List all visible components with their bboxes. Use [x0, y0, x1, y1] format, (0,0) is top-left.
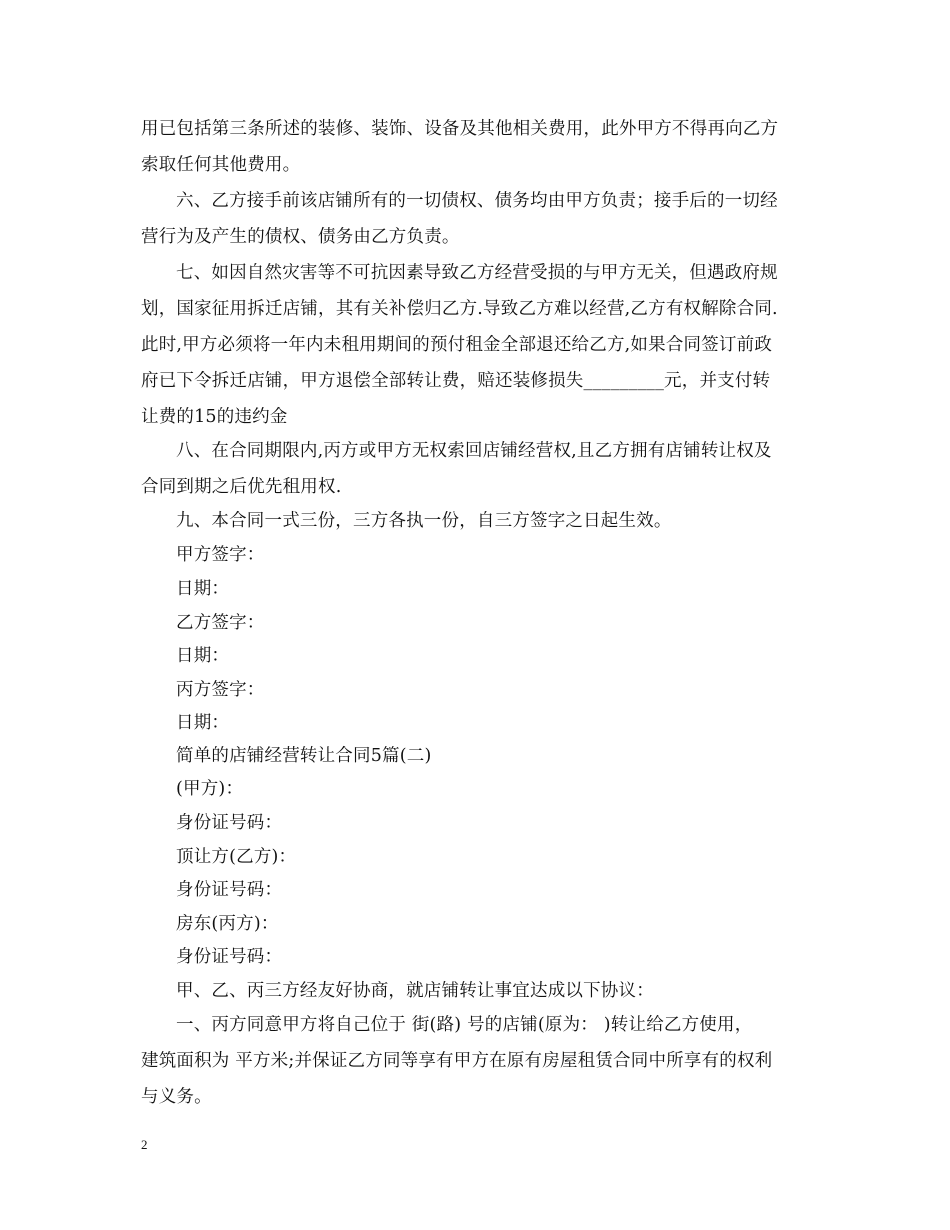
- section-title: 简单的店铺经营转让合同5篇(二): [176, 746, 432, 766]
- id-number-label: 身份证号码：: [176, 880, 283, 900]
- signature-label: 丙方签字：: [176, 680, 265, 700]
- text-line: 合同到期之后优先租用权.: [141, 477, 342, 497]
- text-line: 划，国家征用拆迁店铺，其有关补偿归乙方.导致乙方难以经营,乙方有权解除合同.: [141, 299, 778, 319]
- date-label: 日期：: [176, 579, 230, 599]
- date-label: 日期：: [176, 646, 230, 666]
- page-number: 2: [141, 1137, 148, 1152]
- id-number-label: 身份证号码：: [176, 947, 283, 967]
- text-line: 府已下令拆迁店铺，甲方退偿全部转让费，赔还装修损失_________元，并支付转: [141, 371, 771, 391]
- date-label: 日期：: [176, 713, 230, 733]
- text-line: 六、乙方接手前该店铺所有的一切债权、债务均由甲方负责；接手后的一切经: [176, 191, 778, 211]
- text-line: 九、本合同一式三份，三方各执一份，自三方签字之日起生效。: [176, 511, 672, 531]
- text-line: 甲、乙、丙三方经友好协商，就店铺转让事宜达成以下协议：: [176, 981, 654, 1001]
- text-line: 建筑面积为 平方米;并保证乙方同等享有甲方在原有房屋租赁合同中所享有的权利: [141, 1051, 773, 1071]
- party-label: 顶让方(乙方)：: [176, 847, 297, 867]
- text-line: 八、在合同期限内,丙方或甲方无权索回店铺经营权,且乙方拥有店铺转让权及: [176, 441, 772, 461]
- id-number-label: 身份证号码：: [176, 813, 283, 833]
- text-line: 索取任何其他费用。: [141, 155, 301, 175]
- party-label: (甲方)：: [176, 779, 244, 799]
- text-line: 让费的15的违约金: [141, 407, 288, 427]
- text-line: 营行为及产生的债权、债务由乙方负责。: [141, 227, 460, 247]
- signature-label: 乙方签字：: [176, 613, 265, 633]
- party-label: 房东(丙方)：: [176, 914, 279, 934]
- text-line: 与义务。: [141, 1087, 212, 1107]
- text-line: 此时,甲方必须将一年内未租用期间的预付租金全部退还给乙方,如果合同签订前政: [141, 335, 773, 355]
- signature-label: 甲方签字：: [176, 545, 265, 565]
- text-line: 七、如因自然灾害等不可抗因素导致乙方经营受损的与甲方无关，但遇政府规: [176, 263, 778, 283]
- text-line: 用已包括第三条所述的装修、装饰、设备及其他相关费用，此外甲方不得再向乙方: [141, 119, 779, 139]
- text-line: 一、丙方同意甲方将自己位于 街(路) 号的店铺(原为： )转让给乙方使用，: [176, 1015, 753, 1035]
